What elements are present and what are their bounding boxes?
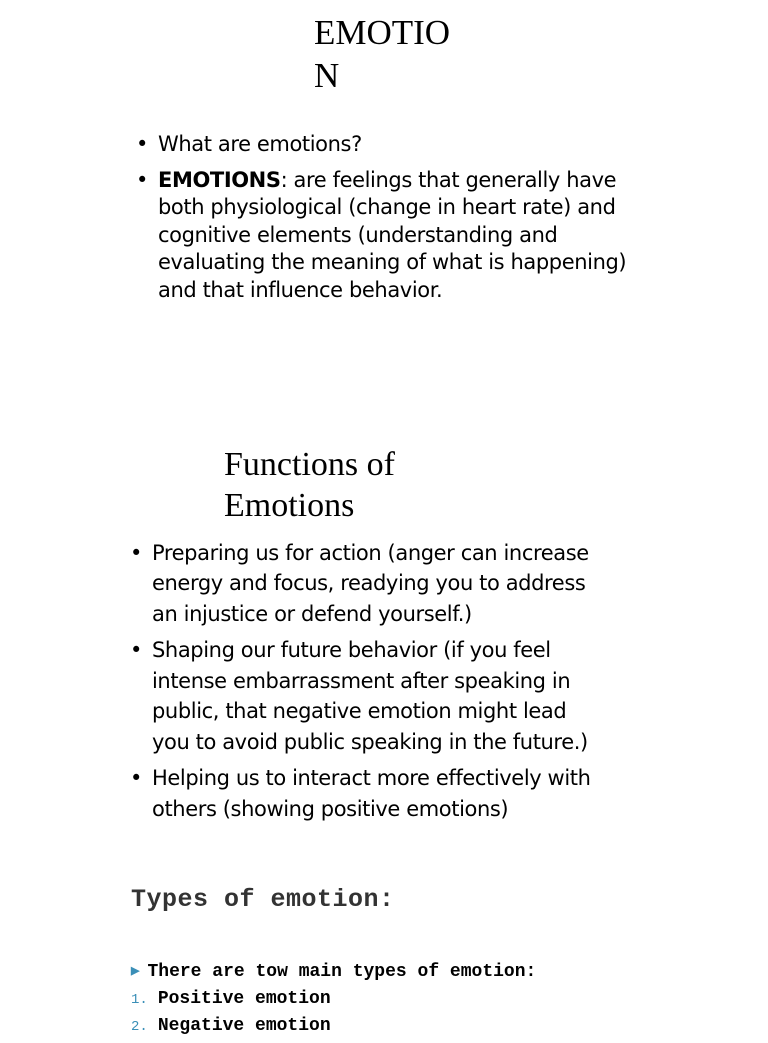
slide-title: Types of emotion: bbox=[131, 885, 395, 914]
bullet-text: What are emotions? bbox=[158, 132, 362, 156]
bullet-item: • Helping us to interact more effectively with others (showing positive emotions) bbox=[130, 763, 605, 824]
list-number: 1. bbox=[131, 992, 148, 1008]
types-intro bbox=[131, 962, 651, 989]
list-number: 2. bbox=[131, 1019, 148, 1035]
bullet-list bbox=[136, 131, 641, 312]
bullet-term: EMOTIONS bbox=[158, 167, 281, 192]
list-item-text: Positive emotion bbox=[157, 989, 331, 1009]
bullet-list bbox=[130, 538, 605, 830]
bullet-text: : are feelings that generally have both physiological (change in heart rate) and cognitive elements (understanding and evaluating the meaning of what is happening) and that influence behavior. bbox=[158, 167, 627, 302]
bullet-item bbox=[136, 167, 641, 305]
slide-title: Functions of Emotions bbox=[224, 446, 395, 525]
list-item bbox=[131, 1016, 651, 1043]
types-list bbox=[131, 962, 651, 1043]
bullet-item bbox=[136, 131, 641, 159]
types-intro-text: There are tow main types of emotion: bbox=[147, 962, 537, 982]
slide-emotion bbox=[0, 0, 768, 330]
bullet-item: • Shaping our future behavior (if you feel intense embarrassment after speaking in public, that negative emotion might lead you to avoid public speaking in the future.) bbox=[130, 635, 605, 757]
list-item-text: Negative emotion bbox=[157, 1016, 331, 1036]
slide-title: EMOTION bbox=[314, 13, 451, 95]
bullet-item: • Preparing us for action (anger can increase energy and focus, readying you to address an injustice or defend yourself.) bbox=[130, 538, 605, 629]
list-item bbox=[131, 989, 651, 1016]
triangle-right-icon: ▶ bbox=[131, 966, 140, 978]
